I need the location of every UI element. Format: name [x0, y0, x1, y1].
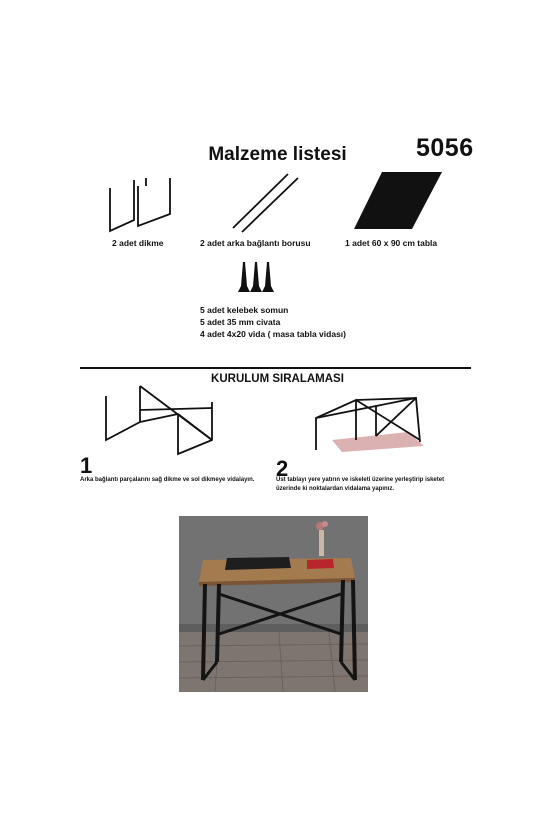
- tabletop-label: 1 adet 60 x 90 cm tabla: [345, 238, 438, 248]
- hardware-line-1: 5 adet kelebek somun: [200, 305, 289, 315]
- step-2-number: 2: [276, 456, 289, 481]
- desk-photo-illustration: [179, 516, 368, 692]
- parallelogram-board-icon: [352, 172, 444, 232]
- screw-icon: [236, 262, 276, 294]
- hardware-line-3: 4 adet 4x20 vida ( masa tabla vidası): [200, 329, 346, 339]
- step-2-diagram: [312, 396, 426, 456]
- step-1-diagram: [100, 384, 218, 456]
- legs-label: 2 adet dikme: [112, 238, 164, 248]
- diagonal-tubes-icon: [230, 172, 302, 234]
- step-1-text: Arka bağlantı parçalarını sağ dikme ve sol dikmeye vidalayın.: [80, 477, 255, 483]
- hardware-line-2: 5 adet 35 mm civata: [200, 317, 281, 327]
- step-2-text-line-2: üzerinde ki noktalardan vidalama yapınız.: [276, 486, 395, 492]
- u-frame-legs-icon: [108, 176, 178, 236]
- step-2-text-line-1: Üst tablayı yere yatırın ve iskeleti üzerine yerleştirip isketet: [276, 477, 445, 483]
- section-divider: [80, 367, 471, 369]
- page-title: Malzeme listesi: [208, 144, 347, 165]
- model-code: 5056: [416, 134, 474, 162]
- product-photo: [179, 516, 368, 692]
- back-tube-label: 2 adet arka bağlantı borusu: [200, 238, 311, 248]
- assembly-title: KURULUM SIRALAMASI: [211, 373, 344, 385]
- step-1-number: 1: [80, 453, 93, 478]
